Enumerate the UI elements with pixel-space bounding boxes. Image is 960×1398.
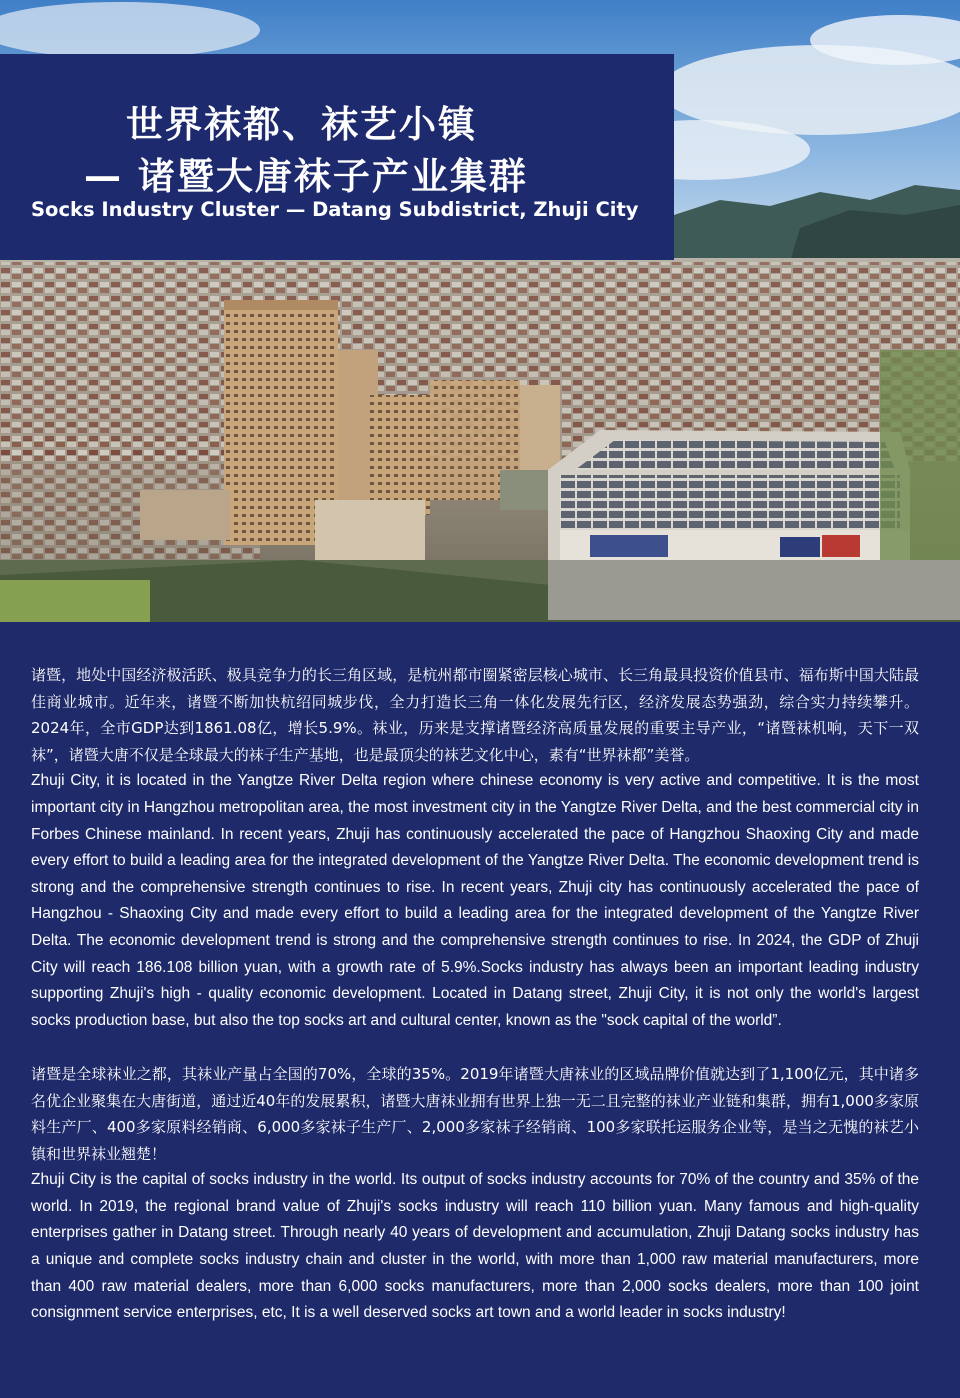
title-en: Socks Industry Cluster — Datang Subdistrict, Zhuji City [31,198,639,221]
title-banner [0,54,674,260]
paragraph-2-zh: 诸暨是全球袜业之都，其袜业产量占全国的70%，全球的35%。2019年诸暨大唐袜业的区域品牌价值就达到了1,100亿元，其中诸多名优企业聚集在大唐街道，通过近40年的发展累积，诸暨大唐袜业拥有世界上独一无二且完整的袜业产业链和集群，拥有1,000多家原料生产厂、400多家原料经销商、6,000多家袜子生产厂、2,000多家袜子经销商、100多家联托运服务企业等，是当之无愧的袜艺小镇和世界袜业翘楚！ [31,1064,919,1163]
paragraph-1-en: Zhuji City, it is located in the Yangtze River Delta region where chinese economy is very active and competitive. It is the most important city in Hangzhou metropolitan area, the most investment city in the Yangtze River Delta, and the best commercial city in Forbes Chinese mainland. In recent years, Zhuji has continuously accelerated the pace of Hangzhou Shaoxing City and made every effort to build a leading area for the integrated development of the Yangtze River Delta. The economic development trend is strong and the comprehensive strength continues to rise. In recent years, Zhuji city has continuously accelerated the pace of Hangzhou - Shaoxing City and made every effort to build a leading area for the integrated development of the Yangtze River Delta. The economic development trend is strong and the comprehensive strength continues to rise. In 2024, the GDP of Zhuji City will reach 186.108 billion yuan, with a growth rate of 5.9%.Socks industry has always been an important leading industry supporting Zhuji's high - quality economic development. Located in Datang street, Zhuji City, it is not only the world's largest socks production base, but also the top socks art and cultural center, known as the "sock capital of the world”. [31,772,919,1029]
paragraph-2-en: Zhuji City is the capital of socks industry in the world. Its output of socks industry accounts for 70% of the country and 35% of the world. In 2019, the regional brand value of Zhuji's socks industry will reach 110 billion yuan. Many famous and high-quality enterprises gather in Datang street. Through nearly 40 years of development and accumulation, Zhuji Datang socks industry has a unique and complete socks industry chain and cluster in the world, with more than 1,000 raw material manufacturers, more than 400 raw material dealers, more than 6,000 socks manufacturers, more than 2,000 socks dealers, more than 100 joint consignment service enterprises, etc, It is a well deserved socks art town and a world leader in socks industry! [31,1171,919,1322]
paragraph-1-zh: 诸暨，地处中国经济极活跃、极具竞争力的长三角区域，是杭州都市圈紧密层核心城市、长三角最具投资价值县市、福布斯中国大陆最佳商业城市。近年来，诸暨不断加快杭绍同城步伐，全力打造长三角一体化发展先行区，经济发展态势强劲，综合实力持续攀升。2024年，全市GDP达到1861.08亿，增长5.9%。袜业，历来是支撑诸暨经济高质量发展的重要主导产业，“诸暨袜机响，天下一双袜”，诸暨大唐不仅是全球最大的袜子生产基地，也是最顶尖的袜艺文化中心，素有“世界袜都”美誉。 [31,666,919,764]
paragraph-spacer [31,1034,919,1061]
article-body [31,662,919,1327]
title-zh-line1: 世界袜都、袜艺小镇 [126,103,477,146]
title-zh-line2: — 诸暨大唐袜子产业集群 [84,155,528,198]
